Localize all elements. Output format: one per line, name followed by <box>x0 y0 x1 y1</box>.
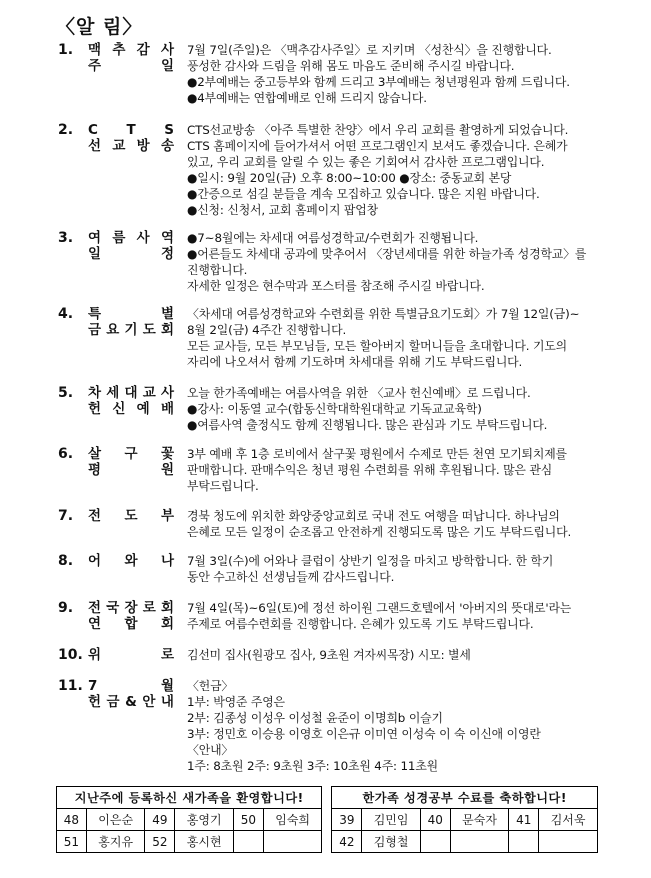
item-number: 9. <box>58 600 74 616</box>
label-char: 장 <box>124 600 138 616</box>
label-char: 내 <box>160 694 174 710</box>
welcome-cell: 51 <box>57 831 87 853</box>
welcome-cell: 49 <box>145 809 175 831</box>
item-body-line: 경북 청도에 위치한 화양중앙교회로 국내 전도 여행을 떠납니다. 하나님의 <box>187 509 560 523</box>
item-label-line <box>88 553 174 569</box>
item-body-line: 〈헌금〉 <box>187 679 234 693</box>
welcome-cell: 홍시현 <box>175 831 234 853</box>
welcome-cell: 52 <box>145 831 175 853</box>
label-char: & <box>125 694 137 710</box>
welcome-cell: 48 <box>57 809 87 831</box>
label-char: 월 <box>160 678 174 694</box>
label-char: 배 <box>160 401 174 417</box>
label-char: 일 <box>88 246 102 262</box>
label-char: 역 <box>160 230 174 246</box>
item-body <box>187 508 612 540</box>
label-char: 로 <box>142 600 156 616</box>
label-char: 신 <box>112 401 126 417</box>
label-char: 금 <box>106 694 120 710</box>
item-label-line <box>88 385 174 401</box>
item-body <box>187 678 612 774</box>
label-char: 세 <box>106 385 120 401</box>
item-number: 10. <box>58 647 83 663</box>
item-body-line: 진행합니다. <box>187 263 248 277</box>
graduation-cell: 문숙자 <box>450 809 509 831</box>
label-char: 살 <box>88 446 102 462</box>
label-char: 꽃 <box>160 446 174 462</box>
item-number: 3. <box>58 230 74 246</box>
item-body-line: 주제로 여름수련회를 진행합니다. 은혜가 있도록 기도 부탁드립니다. <box>187 617 534 631</box>
item-body <box>187 385 612 433</box>
item-body-line: 3부: 정민호 이승용 이영호 이은규 이미연 이성숙 이 숙 이신애 이영란 <box>187 727 541 741</box>
label-char: 추 <box>112 42 126 58</box>
label-char: 별 <box>160 306 174 322</box>
welcome-header: 지난주에 등록하신 새가족을 환영합니다! <box>57 787 322 809</box>
graduation-cell: 김형철 <box>362 831 421 853</box>
label-char: 나 <box>160 553 174 569</box>
label-char: 연 <box>88 616 102 632</box>
label-char: 헌 <box>88 401 102 417</box>
label-char: 송 <box>160 138 174 154</box>
label-char: 름 <box>112 230 126 246</box>
table-gap <box>322 831 332 853</box>
label-char: 회 <box>160 322 174 338</box>
label-char: 전 <box>88 600 102 616</box>
page-title: 〈알 림〉 <box>56 16 143 38</box>
item-label <box>88 600 174 632</box>
item-body-line: 자세한 일정은 현수막과 포스터를 참조해 주시길 바랍니다. <box>187 279 485 293</box>
item-body <box>187 306 612 370</box>
item-body-line: ●여름사역 출정식도 함께 진행됩니다. 많은 관심과 기도 부탁드립니다. <box>187 418 548 432</box>
graduation-cell: 42 <box>332 831 362 853</box>
label-char: 회 <box>160 600 174 616</box>
welcome-cell: 50 <box>233 809 263 831</box>
label-char: 전 <box>88 508 102 524</box>
item-label-line <box>88 508 174 524</box>
item-label-line <box>88 122 174 138</box>
item-body-line: 모든 교사들, 모든 부모님들, 모든 할아버지 할머니들을 초대합니다. 기도의 <box>187 339 568 353</box>
item-label-line <box>88 616 174 632</box>
item-body-line: ●어른들도 차세대 공과에 맞추어서 〈장년세대를 위한 하늘가족 성경학교〉를 <box>187 247 587 261</box>
item-body-line: 부탁드립니다. <box>187 479 259 493</box>
item-body-line: 자리에 나오셔서 함께 기도하며 차세대를 위해 기도 부탁드립니다. <box>187 355 523 369</box>
graduation-header: 한가족 성경공부 수료를 축하합니다! <box>332 787 598 809</box>
label-char: 맥 <box>88 42 102 58</box>
welcome-cell: 이은순 <box>86 809 145 831</box>
item-label-line <box>88 462 174 478</box>
item-body-line: 은혜로 모든 일정이 순조롭고 안전하게 진행되도록 많은 기도 부탁드립니다. <box>187 525 572 539</box>
item-label <box>88 647 174 663</box>
label-char: 국 <box>106 600 120 616</box>
item-body-line: CTS선교방송 〈아주 특별한 찬양〉에서 우리 교회를 촬영하게 되었습니다. <box>187 123 569 137</box>
item-body-line: 있고, 우리 교회를 알릴 수 있는 좋은 기회여서 감사한 프로그램입니다. <box>187 155 545 169</box>
welcome-cell: 임숙희 <box>263 809 322 831</box>
item-body-line: 김선미 집사(원광모 집사, 9초원 겨자씨목장) 시모: 별세 <box>187 648 471 662</box>
label-char: 헌 <box>88 694 102 710</box>
item-label <box>88 42 174 74</box>
item-body-line: 1주: 8초원 2주: 9초원 3주: 10초원 4주: 11초원 <box>187 759 439 773</box>
label-char: 사 <box>160 385 174 401</box>
item-body <box>187 647 612 663</box>
table-row <box>57 809 598 831</box>
table-gap <box>322 809 332 831</box>
graduation-cell: 40 <box>420 809 450 831</box>
label-char: T <box>126 122 136 138</box>
item-label <box>88 122 174 154</box>
label-char: 일 <box>160 58 174 74</box>
label-char: 기 <box>124 322 138 338</box>
welcome-cell <box>233 831 263 853</box>
label-char: 합 <box>124 616 138 632</box>
label-char: 주 <box>88 58 102 74</box>
graduation-cell <box>539 831 598 853</box>
label-char: 감 <box>136 42 150 58</box>
graduation-cell: 41 <box>509 809 539 831</box>
item-label-line <box>88 600 174 616</box>
item-label <box>88 385 174 417</box>
label-char: 사 <box>136 230 150 246</box>
welcome-cell: 홍지유 <box>86 831 145 853</box>
label-char: 교 <box>112 138 126 154</box>
item-body-line: CTS 홈페이지에 들어가셔서 어떤 프로그램인지 보셔도 좋겠습니다. 은혜가 <box>187 139 568 153</box>
table-row <box>57 831 598 853</box>
item-number: 1. <box>58 42 74 58</box>
label-char: 선 <box>88 138 102 154</box>
item-body <box>187 122 612 218</box>
item-label-line <box>88 230 174 246</box>
item-label-line <box>88 647 174 663</box>
item-body-line: ●7~8월에는 차세대 여름성경학교/수련회가 진행됩니다. <box>187 231 479 245</box>
item-number: 8. <box>58 553 74 569</box>
item-body-line: ●일시: 9월 20일(금) 오후 8:00~10:00 ●장소: 중동교회 본당 <box>187 171 512 185</box>
label-char: 원 <box>160 462 174 478</box>
label-char: 어 <box>88 553 102 569</box>
item-label-line <box>88 246 174 262</box>
item-number: 2. <box>58 122 74 138</box>
label-char: S <box>164 122 174 138</box>
item-label-line <box>88 694 174 710</box>
newcomer-table <box>56 786 598 853</box>
label-char: 요 <box>106 322 120 338</box>
item-body <box>187 446 612 494</box>
item-label-line <box>88 138 174 154</box>
item-label-line <box>88 306 174 322</box>
label-char: 7 <box>88 678 98 694</box>
item-body-line: ●신청: 신청서, 교회 홈페이지 팝업창 <box>187 203 378 217</box>
item-label-line <box>88 401 174 417</box>
item-body-line: ●강사: 이동열 교수(합동신학대학원대학교 기독교교육학) <box>187 402 482 416</box>
item-body <box>187 600 612 632</box>
item-body-line: 8월 2일(금) 4주간 진행합니다. <box>187 323 347 337</box>
label-char: 교 <box>142 385 156 401</box>
label-char: 로 <box>160 647 174 663</box>
item-body-line: 7월 4일(목)~6일(토)에 정선 하이원 그랜드호텔에서 '아버지의 뜻대로'라는 <box>187 601 572 615</box>
item-label <box>88 553 174 569</box>
item-label-line <box>88 58 174 74</box>
graduation-cell <box>509 831 539 853</box>
item-label-line <box>88 678 174 694</box>
label-char: 특 <box>88 306 102 322</box>
item-body <box>187 42 612 106</box>
label-char: 회 <box>160 616 174 632</box>
item-body-line: ●2부예배는 중고등부와 함께 드리고 3부예배는 청년평원과 함께 드립니다. <box>187 75 570 89</box>
item-body-line: 오늘 한가족예배는 여름사역을 위한 〈교사 헌신예배〉로 드립니다. <box>187 386 531 400</box>
label-char: 와 <box>124 553 138 569</box>
item-body <box>187 230 612 294</box>
item-body-line: 풍성한 감사와 드림을 위해 몸도 마음도 준비해 주시길 바랍니다. <box>187 59 515 73</box>
graduation-cell <box>420 831 450 853</box>
item-label <box>88 230 174 262</box>
label-char: 정 <box>160 246 174 262</box>
label-char: 금 <box>88 322 102 338</box>
graduation-cell: 39 <box>332 809 362 831</box>
item-body-line: 7월 3일(수)에 어와나 클럽이 상반기 일정을 마치고 방학합니다. 한 학기 <box>187 554 554 568</box>
item-body-line: 3부 예배 후 1층 로비에서 살구꽃 평원에서 수제로 만든 천연 모기퇴치제를 <box>187 447 567 461</box>
label-char: 대 <box>124 385 138 401</box>
label-char: 여 <box>88 230 102 246</box>
item-label <box>88 678 174 710</box>
item-number: 11. <box>58 678 83 694</box>
label-char: C <box>88 122 98 138</box>
item-label <box>88 446 174 478</box>
welcome-cell: 홍영기 <box>175 809 234 831</box>
item-label-line <box>88 322 174 338</box>
item-body-line: ●4부예배는 연합예배로 인해 드리지 않습니다. <box>187 91 427 105</box>
label-char: 안 <box>142 694 156 710</box>
item-body-line: 1부: 박영준 주영은 <box>187 695 285 709</box>
item-number: 7. <box>58 508 74 524</box>
item-body-line: 7월 7일(주일)은 〈맥추감사주일〉로 지키며 〈성찬식〉을 진행합니다. <box>187 43 552 57</box>
welcome-cell <box>263 831 322 853</box>
item-label-line <box>88 446 174 462</box>
item-body <box>187 553 612 585</box>
item-label <box>88 306 174 338</box>
label-char: 평 <box>88 462 102 478</box>
label-char: 부 <box>160 508 174 524</box>
item-number: 5. <box>58 385 74 401</box>
label-char: 예 <box>136 401 150 417</box>
item-body-line: ●간증으로 섬길 분들을 계속 모집하고 있습니다. 많은 지원 바랍니다. <box>187 187 540 201</box>
item-body-line: 〈차세대 여름성경학교와 수련회를 위한 특별금요기도회〉가 7월 12일(금)~ <box>187 307 580 321</box>
item-body-line: 판매합니다. 판매수익은 청년 평원 수련회를 위해 후원됩니다. 많은 관심 <box>187 463 553 477</box>
item-body-line: 2부: 김종성 이성우 이성철 윤준이 이명희b 이슬기 <box>187 711 443 725</box>
item-body-line: 동안 수고하신 선생님들께 감사드립니다. <box>187 570 395 584</box>
label-char: 구 <box>124 446 138 462</box>
table-gap <box>322 787 332 809</box>
label-char: 도 <box>142 322 156 338</box>
item-number: 6. <box>58 446 74 462</box>
graduation-cell: 김민임 <box>362 809 421 831</box>
label-char: 사 <box>160 42 174 58</box>
graduation-cell <box>450 831 509 853</box>
label-char: 도 <box>124 508 138 524</box>
item-label <box>88 508 174 524</box>
item-number: 4. <box>58 306 74 322</box>
graduation-cell: 김서욱 <box>539 809 598 831</box>
label-char: 위 <box>88 647 102 663</box>
item-body-line: 〈안내〉 <box>187 743 234 757</box>
item-label-line <box>88 42 174 58</box>
label-char: 방 <box>136 138 150 154</box>
label-char: 차 <box>88 385 102 401</box>
